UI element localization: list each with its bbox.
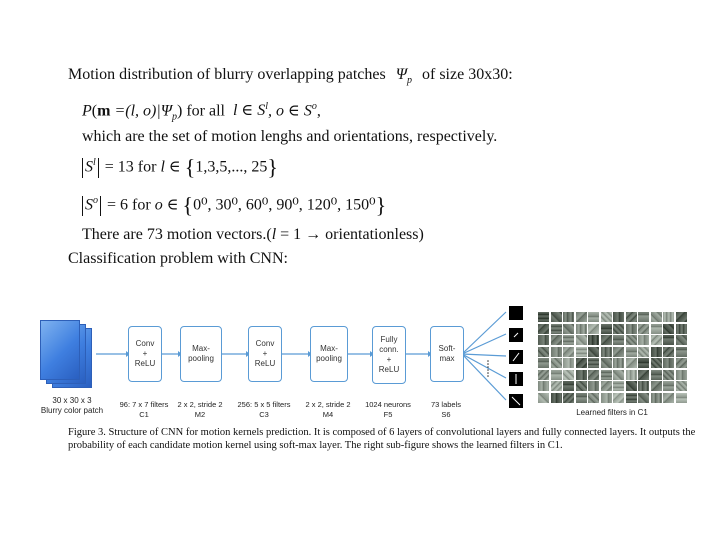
figure-caption: Figure 3. Structure of CNN for motion kernels prediction. It is composed of 6 layers of convolutional layers and fully connected layers. It outputs the probability of each candidate motion kernel using soft-max layer. The right sub-figure shows the learned filters in C1. — [68, 427, 696, 451]
learned-filters-grid — [538, 312, 688, 404]
learned-filter-thumbnail — [638, 324, 649, 334]
softmax-box-s6: Soft- max — [430, 326, 464, 382]
learned-filter-thumbnail — [676, 312, 687, 322]
learned-filter-thumbnail — [613, 393, 624, 403]
maxpool-box-m2: Max- pooling — [180, 326, 222, 382]
learned-filter-thumbnail — [638, 393, 649, 403]
learned-filter-thumbnail — [676, 347, 687, 357]
learned-filter-thumbnail — [613, 335, 624, 345]
fan-line-2 — [462, 334, 506, 354]
intro-suffix: of size 30x30: — [421, 66, 513, 83]
learned-filter-thumbnail — [563, 324, 574, 334]
learned-filter-thumbnail — [626, 393, 637, 403]
sl-set: 1,3,5,..., 25 — [195, 158, 268, 176]
learned-filter-thumbnail — [676, 393, 687, 403]
eq-cond-sup: l — [265, 101, 269, 112]
learned-filter-thumbnail — [613, 370, 624, 380]
fan-line-1 — [462, 312, 506, 354]
learned-filter-thumbnail — [613, 312, 624, 322]
eq-cond: l ∈ S — [232, 102, 266, 120]
output-kernel-square — [509, 350, 523, 364]
spec-m4: 2 x 2, stride 2 — [305, 400, 351, 409]
learned-filter-thumbnail — [551, 358, 562, 368]
learned-filter-thumbnail — [601, 347, 612, 357]
learned-filter-thumbnail — [563, 347, 574, 357]
learned-filter-thumbnail — [563, 312, 574, 322]
learned-filter-thumbnail — [601, 358, 612, 368]
learned-filter-thumbnail — [601, 381, 612, 391]
learned-filter-thumbnail — [551, 312, 562, 322]
learned-filter-thumbnail — [576, 312, 587, 322]
layer-f5: F5 — [383, 410, 393, 419]
learned-filter-thumbnail — [551, 347, 562, 357]
layer-m4: M4 — [322, 410, 334, 419]
brace-open: { — [182, 192, 194, 218]
brace-open: { — [184, 154, 196, 180]
spec-m2: 2 x 2, stride 2 — [177, 400, 223, 409]
learned-filter-thumbnail — [576, 381, 587, 391]
learned-filter-thumbnail — [563, 381, 574, 391]
learned-filter-thumbnail — [663, 312, 674, 322]
eq-tail: ) for all — [176, 102, 225, 120]
learned-filter-thumbnail — [613, 347, 624, 357]
learned-filter-thumbnail — [538, 312, 549, 322]
eq-cond2: , o ∈ S — [268, 102, 312, 120]
learned-filter-thumbnail — [626, 347, 637, 357]
eq-mid: =(l, o)|Ψ — [110, 102, 172, 120]
fully-conn-box-f5: Fully conn. + ReLU — [372, 326, 406, 384]
learned-filter-thumbnail — [638, 381, 649, 391]
learned-filter-thumbnail — [663, 381, 674, 391]
output-kernel-square — [509, 372, 523, 386]
sl-sup: l — [93, 157, 96, 168]
abs-bar-right — [98, 158, 99, 178]
fan-line-3 — [462, 354, 506, 356]
learned-filter-thumbnail — [588, 393, 599, 403]
learned-filter-thumbnail — [601, 312, 612, 322]
spec-f5: 1024 neurons — [365, 400, 411, 409]
abs-bar-left — [82, 158, 83, 178]
learned-filter-thumbnail — [663, 347, 674, 357]
learned-filter-thumbnail — [651, 335, 662, 345]
learned-filter-thumbnail — [538, 358, 549, 368]
conv-relu-box-c3: Conv + ReLU — [248, 326, 282, 382]
learned-filter-thumbnail — [638, 358, 649, 368]
learned-filter-thumbnail — [626, 312, 637, 322]
sl-line — [80, 154, 278, 180]
learned-filter-thumbnail — [663, 393, 674, 403]
learned-filter-thumbnail — [576, 358, 587, 368]
fan-line-4 — [462, 354, 506, 378]
learned-filter-thumbnail — [651, 312, 662, 322]
so-sup: o — [93, 195, 98, 206]
learned-filter-thumbnail — [626, 370, 637, 380]
eq-cond2-sup: o — [311, 101, 317, 112]
learned-filter-thumbnail — [676, 335, 687, 345]
output-kernel-square — [509, 328, 523, 342]
learned-filter-thumbnail — [651, 347, 662, 357]
learned-filter-thumbnail — [576, 370, 587, 380]
so-set: 0⁰, 30⁰, 60⁰, 90⁰, 120⁰, 150⁰ — [193, 196, 376, 214]
conv-relu-box-c1: Conv + ReLU — [128, 326, 162, 382]
psi-subscript: p — [406, 75, 412, 87]
learned-filter-thumbnail — [551, 324, 562, 334]
learned-filter-thumbnail — [676, 370, 687, 380]
learned-filter-thumbnail — [563, 393, 574, 403]
sl-s: S — [85, 158, 93, 176]
learned-filter-thumbnail — [588, 312, 599, 322]
spec-c3: 256: 5 x 5 filters — [237, 400, 291, 409]
learned-filter-thumbnail — [588, 347, 599, 357]
learned-filter-thumbnail — [563, 335, 574, 345]
learned-filter-thumbnail — [663, 358, 674, 368]
learned-filter-thumbnail — [588, 335, 599, 345]
learned-filter-thumbnail — [576, 393, 587, 403]
so-var: o ∈ — [154, 196, 179, 214]
learned-filter-thumbnail — [613, 358, 624, 368]
learned-filter-thumbnail — [538, 381, 549, 391]
learned-filter-thumbnail — [601, 324, 612, 334]
learned-filter-thumbnail — [626, 358, 637, 368]
eq-p: P — [82, 102, 92, 120]
equation-line: P(m =(l, $o)|\Psi_p$) for all l ∈ $S^l$, o ∈ $S^o$, — [82, 101, 321, 123]
sl-eq: = 13 for — [104, 158, 157, 176]
vectors-l: l — [271, 226, 277, 243]
input-size-label: 30 x 30 x 3 — [52, 396, 92, 405]
which-line: which are the set of motion lenghs and orientations, respectively. — [82, 128, 498, 145]
learned-filter-thumbnail — [663, 335, 674, 345]
layer-c1: C1 — [139, 410, 149, 419]
learned-filter-thumbnail — [538, 347, 549, 357]
learned-filter-thumbnail — [676, 358, 687, 368]
learned-filter-thumbnail — [588, 324, 599, 334]
learned-filter-thumbnail — [601, 370, 612, 380]
learned-filter-thumbnail — [638, 312, 649, 322]
sl-var: l ∈ — [160, 158, 181, 176]
learned-filter-thumbnail — [576, 324, 587, 334]
learned-filter-thumbnail — [613, 324, 624, 334]
psi-symbol: Ψ — [395, 66, 407, 83]
eq-end: , — [316, 102, 321, 120]
learned-filter-thumbnail — [538, 370, 549, 380]
learned-filter-thumbnail — [638, 370, 649, 380]
learned-filter-thumbnail — [551, 335, 562, 345]
learned-filter-thumbnail — [538, 335, 549, 345]
learned-filter-thumbnail — [588, 381, 599, 391]
so-s: S — [85, 196, 93, 214]
so-eq: = 6 for — [107, 196, 151, 214]
learned-filter-thumbnail — [638, 347, 649, 357]
learned-filter-thumbnail — [676, 381, 687, 391]
learned-filter-thumbnail — [651, 358, 662, 368]
vectors-line — [82, 226, 424, 244]
learned-filter-thumbnail — [676, 324, 687, 334]
intro-line — [68, 66, 513, 90]
layer-m2: M2 — [194, 410, 206, 419]
learned-filter-thumbnail — [576, 335, 587, 345]
learned-filter-thumbnail — [601, 335, 612, 345]
learned-filter-thumbnail — [626, 335, 637, 345]
learned-filter-thumbnail — [651, 324, 662, 334]
vectors-tail: = 1 → orientationless) — [276, 226, 424, 243]
learned-filter-thumbnail — [588, 370, 599, 380]
maxpool-box-m4: Max- pooling — [310, 326, 348, 382]
input-patch-front — [40, 320, 80, 380]
abs-bar-left — [82, 196, 83, 216]
abs-bar-right — [100, 196, 101, 216]
learned-filter-thumbnail — [576, 347, 587, 357]
learned-filter-thumbnail — [551, 381, 562, 391]
spec-c1: 96: 7 x 7 filters — [119, 400, 169, 409]
learned-filter-thumbnail — [651, 370, 662, 380]
input-desc-label: Blurry color patch — [40, 406, 104, 415]
vectors-text: There are 73 motion vectors.( — [82, 226, 272, 243]
intro-text: Motion distribution of blurry overlapping patches — [68, 66, 386, 83]
learned-filter-thumbnail — [613, 381, 624, 391]
learned-filter-thumbnail — [626, 381, 637, 391]
learned-filters-label: Learned filters in C1 — [576, 408, 648, 417]
learned-filter-thumbnail — [588, 358, 599, 368]
learned-filter-thumbnail — [563, 370, 574, 380]
spec-s6: 73 labels — [430, 400, 462, 409]
fan-line-5 — [462, 354, 506, 400]
learned-filter-thumbnail — [538, 393, 549, 403]
brace-close: } — [267, 154, 278, 180]
learned-filter-thumbnail — [601, 393, 612, 403]
learned-filter-thumbnail — [563, 358, 574, 368]
output-kernel-square — [509, 306, 523, 320]
learned-filter-thumbnail — [626, 324, 637, 334]
learned-filter-thumbnail — [638, 335, 649, 345]
layer-c3: C3 — [259, 410, 269, 419]
learned-filter-thumbnail — [538, 324, 549, 334]
learned-filter-thumbnail — [651, 381, 662, 391]
learned-filter-thumbnail — [663, 324, 674, 334]
learned-filter-thumbnail — [551, 393, 562, 403]
learned-filter-thumbnail — [651, 393, 662, 403]
output-kernel-square — [509, 394, 523, 408]
layer-s6: S6 — [441, 410, 451, 419]
learned-filter-thumbnail — [551, 370, 562, 380]
classification-line: Classification problem with CNN: — [68, 250, 288, 267]
learned-filter-thumbnail — [663, 370, 674, 380]
so-line — [80, 192, 387, 218]
eq-m: m — [97, 102, 111, 120]
eq-sub: p — [171, 111, 177, 123]
brace-close: } — [375, 192, 387, 218]
